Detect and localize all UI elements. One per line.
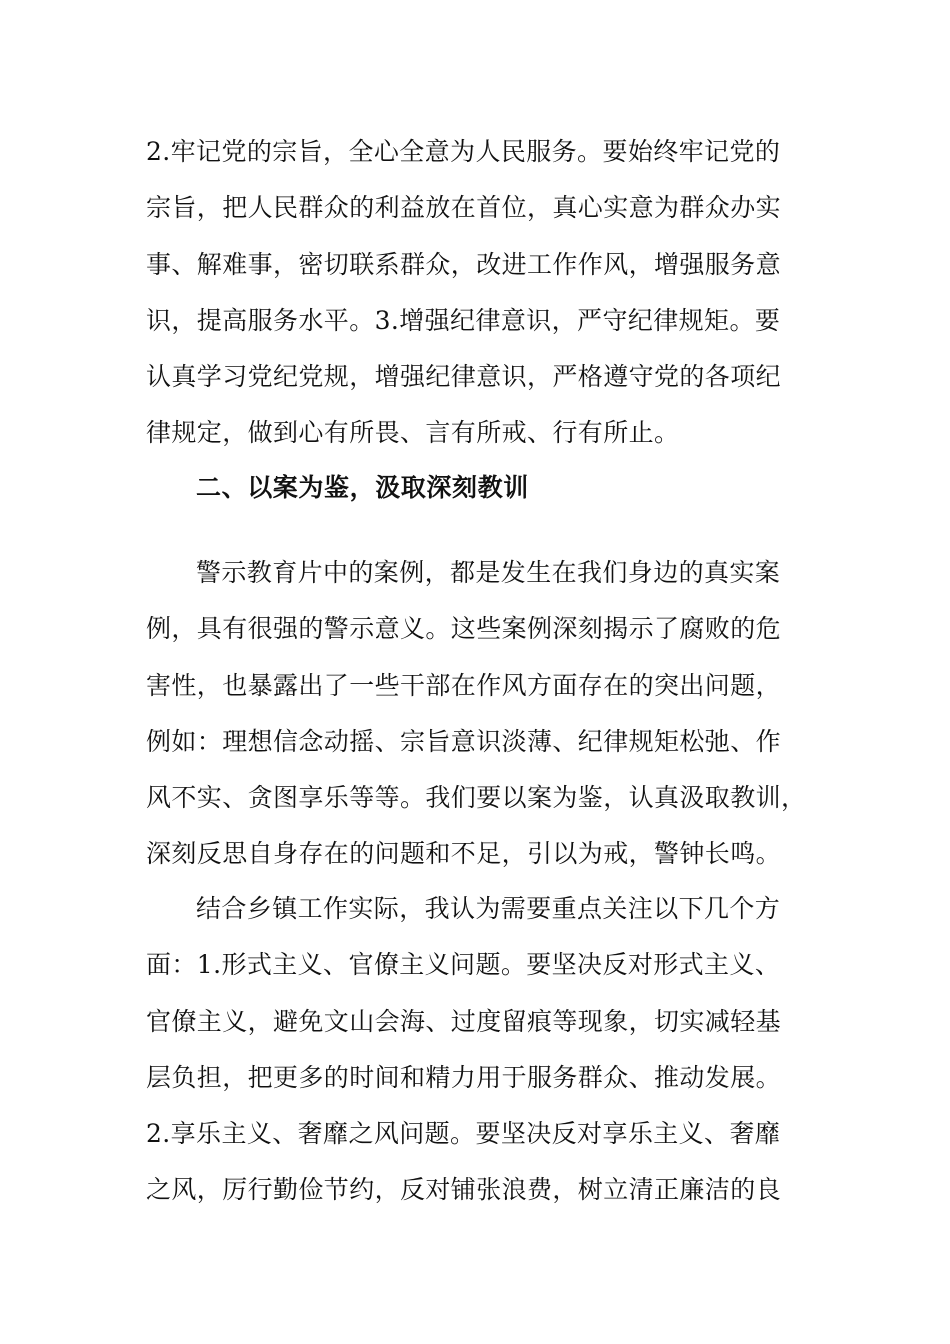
paragraph-line: 风不实、贪图享乐等等。我们要以案为鉴，认真汲取教训， bbox=[146, 783, 807, 813]
paragraph-line: 之风，厉行勤俭节约，反对铺张浪费，树立清正廉洁的良 bbox=[146, 1175, 782, 1205]
paragraph-line: 2.牢记党的宗旨，全心全意为人民服务。要始终牢记党的 bbox=[146, 137, 781, 166]
section-heading: 二、以案为鉴，汲取深刻教训 bbox=[196, 473, 529, 502]
paragraph-3 bbox=[146, 881, 796, 1219]
paragraph-line: 害性，也暴露出了一些干部在作风方面存在的突出问题， bbox=[146, 670, 782, 700]
paragraph-line: 事、解难事，密切联系群众，改进工作作风，增强服务意 bbox=[146, 249, 782, 279]
paragraph-line: 2.享乐主义、奢靡之风问题。要坚决反对享乐主义、奢靡 bbox=[146, 1119, 781, 1149]
paragraph-line: 深刻反思自身存在的问题和不足，引以为戒，警钟长鸣。 bbox=[146, 839, 782, 869]
paragraph-line: 层负担，把更多的时间和精力用于服务群众、推动发展。 bbox=[146, 1062, 782, 1092]
paragraph-line: 结合乡镇工作实际，我认为需要重点关注以下几个方 bbox=[196, 894, 781, 923]
paragraph-line: 警示教育片中的案例，都是发生在我们身边的真实案 bbox=[196, 558, 781, 587]
paragraph-1 bbox=[146, 124, 796, 462]
paragraph-2 bbox=[146, 545, 807, 883]
paragraph-line: 面：1.形式主义、官僚主义问题。要坚决反对形式主义、 bbox=[146, 950, 781, 980]
paragraph-line: 例如：理想信念动摇、宗旨意识淡薄、纪律规矩松弛、作 bbox=[146, 726, 782, 756]
paragraph-line: 宗旨，把人民群众的利益放在首位，真心实意为群众办实 bbox=[146, 193, 782, 223]
paragraph-line: 律规定，做到心有所畏、言有所戒、行有所止。 bbox=[146, 418, 680, 448]
paragraph-line: 认真学习党纪党规，增强纪律意识，严格遵守党的各项纪 bbox=[146, 362, 782, 392]
paragraph-line: 官僚主义，避免文山会海、过度留痕等现象，切实减轻基 bbox=[146, 1006, 782, 1036]
paragraph-line: 例，具有很强的警示意义。这些案例深刻揭示了腐败的危 bbox=[146, 614, 782, 644]
paragraph-line: 识，提高服务水平。3.增强纪律意识，严守纪律规矩。要 bbox=[146, 305, 781, 335]
